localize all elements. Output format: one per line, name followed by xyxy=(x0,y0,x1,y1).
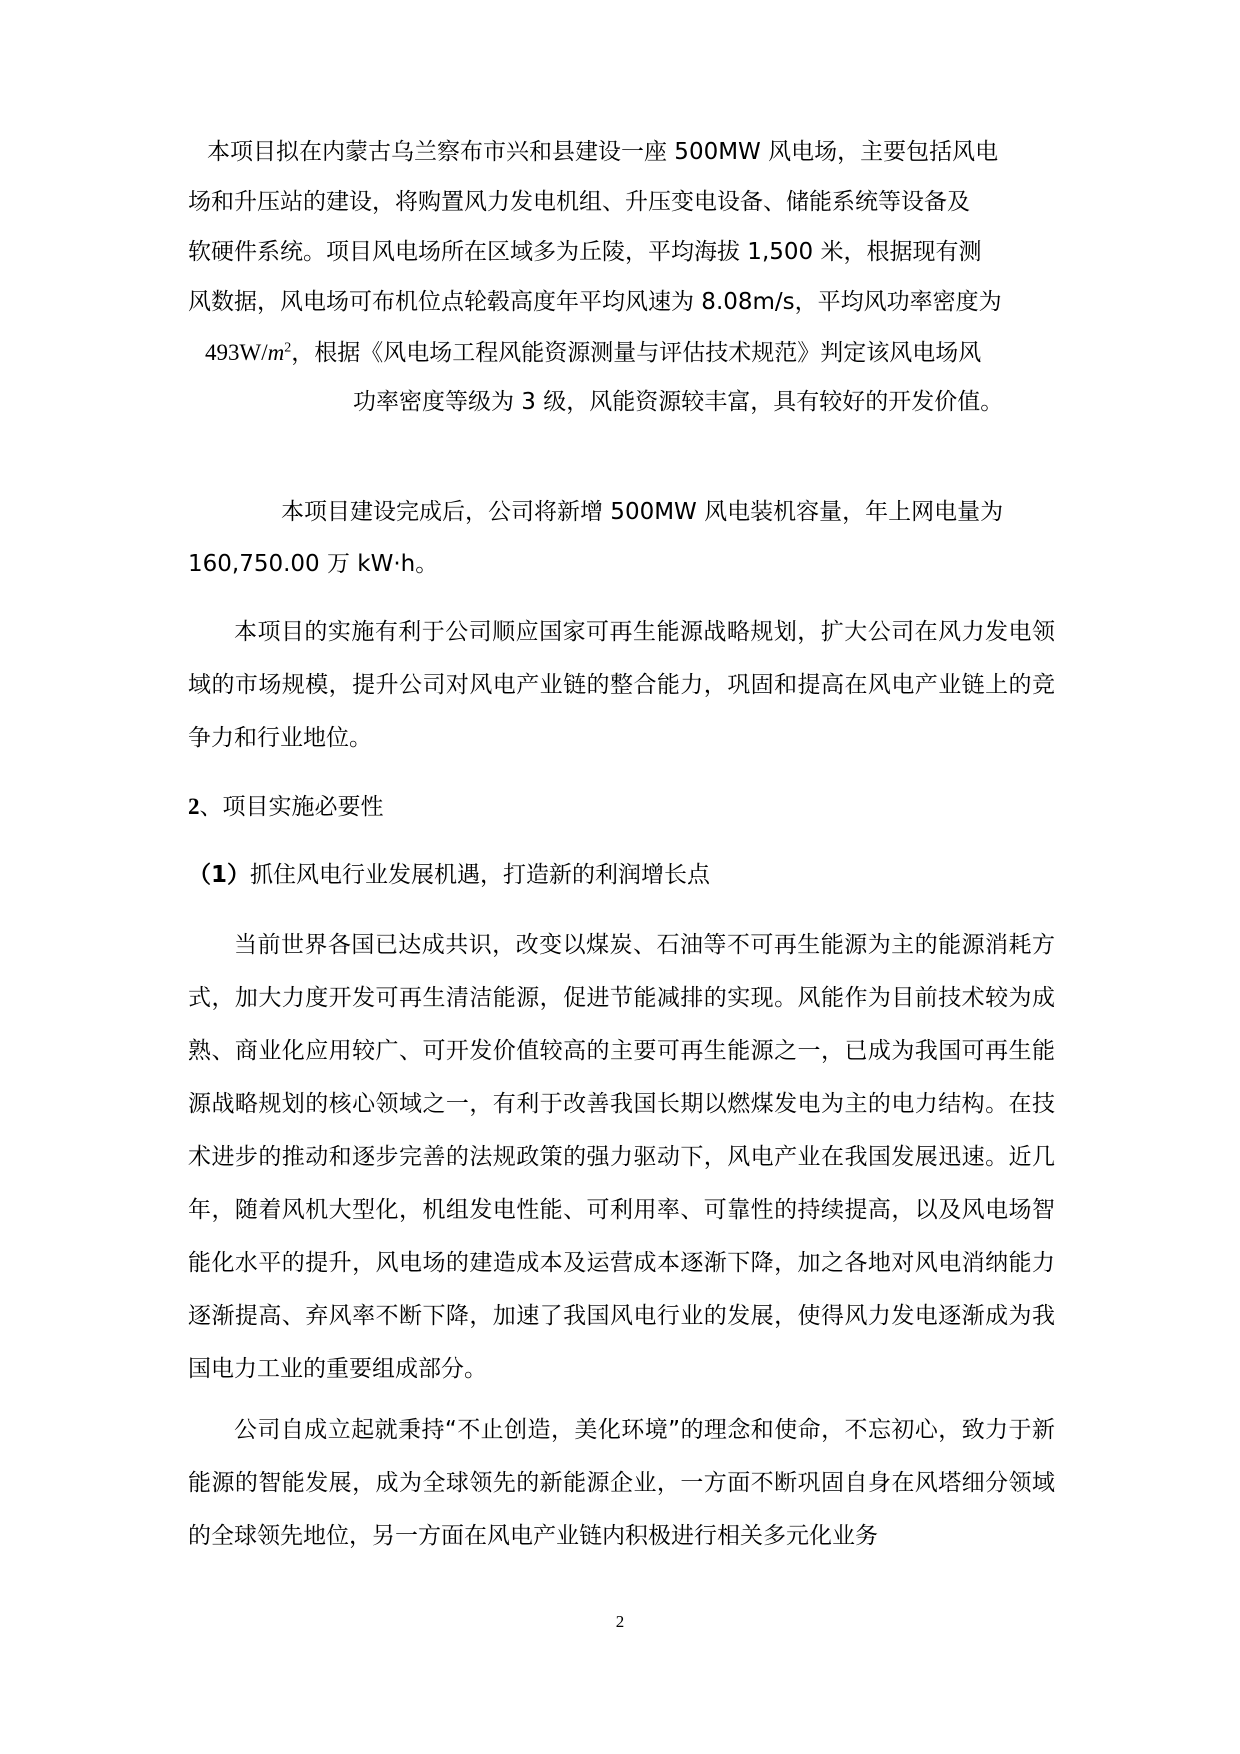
intro-line-1: 本项目拟在内蒙古乌兰察布市兴和县建设一座 500MW 风电场，主要包括风电 xyxy=(207,139,999,165)
intro-line-4: 风数据，风电场可布机位点轮毂高度年平均风速为 8.08m/s，平均风功率密度为 xyxy=(188,289,1002,315)
power-density-exponent: 2 xyxy=(284,340,292,356)
intro-line-5-text: ，根据《风电场工程风能资源测量与评估技术规范》判定该风电场风 xyxy=(291,340,982,366)
capacity-line-1: 本项目建设完成后，公司将新增 500MW 风电装机容量，年上网电量为 xyxy=(281,499,1004,525)
page-number: 2 xyxy=(615,1612,625,1631)
power-density-unit: m xyxy=(267,340,285,365)
company-paragraph: 公司自成立起就秉持“不止创造，美化环境”的理念和使命，不忘初心，致力于新能源的智能发展，成为全球领先的新能源企业，一方面不断巩固自身在风塔细分领域的全球领先地位，另一方面在风电产业链内积极进行相关多元化业务 xyxy=(188,1417,1055,1549)
industry-paragraph: 当前世界各国已达成共识，改变以煤炭、石油等不可再生能源为主的能源消耗方式，加大力度开发可再生清洁能源，促进节能减排的实现。风能作为目前技术较为成熟、商业化应用较广、可开发价值较高的主要可再生能源之一，已成为我国可再生能源战略规划的核心领域之一，有利于改善我国长期以燃煤发电为主的电力结构。在技术进步的推动和逐步完善的法规政策的强力驱动下，风电产业在我国发展迅速。近几年，随着风机大型化，机组发电性能、可利用率、可靠性的持续提高，以及风电场智能化水平的提升，风电场的建造成本及运营成本逐渐下降，加之各地对风电消纳能力逐渐提高、弃风率不断下降，加速了我国风电行业的发展，使得风力发电逐渐成为我国电力工业的重要组成部分。 xyxy=(188,932,1055,1382)
strategy-paragraph: 本项目的实施有利于公司顺应国家可再生能源战略规划，扩大公司在风力发电领域的市场规模，提升公司对风电产业链的整合能力，巩固和提高在风电产业链上的竞争力和行业地位。 xyxy=(188,619,1055,751)
intro-line-2: 场和升压站的建设，将购置风力发电机组、升压变电设备、储能系统等设备及 xyxy=(188,189,970,215)
section-heading-number: 2 xyxy=(188,794,200,819)
capacity-line-2: 160,750.00 万 kW·h。 xyxy=(188,551,439,577)
intro-line-3: 软硬件系统。项目风电场所在区域多为丘陵，平均海拔 1,500 米，根据现有测 xyxy=(188,239,982,265)
subheading-text: 抓住风电行业发展机遇，打造新的利润增长点 xyxy=(250,862,711,888)
intro-line-6: 功率密度等级为 3 级，风能资源较丰富，具有较好的开发价值。 xyxy=(353,389,1004,415)
section-heading xyxy=(188,780,384,834)
section-heading-text: 、项目实施必要性 xyxy=(199,794,384,820)
intro-line-5 xyxy=(205,326,981,380)
power-density-value: 493W/ xyxy=(205,340,268,365)
subheading xyxy=(188,849,710,902)
subheading-number: （1） xyxy=(188,862,251,888)
